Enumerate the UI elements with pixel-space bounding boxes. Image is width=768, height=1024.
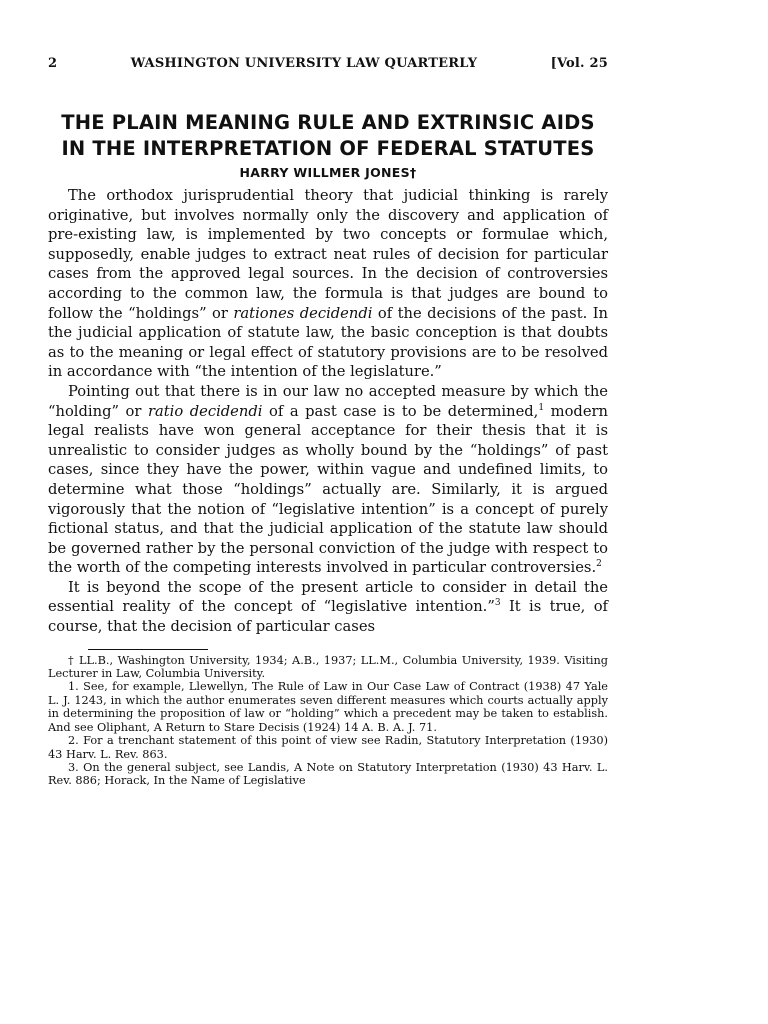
running-header [48, 56, 608, 78]
footnote-1: 1. See, for example, Llewellyn, The Rule of Law in Our Case Law of Contract (1938) 47 Yale L. J. 1243, in which the author enumerates seven different measures which courts actually apply in determining the proposition of law or “holding” which a precedent may be taken to establish. And see Oliphant, A Return to Stare Decisis (1924) 14 A. B. A. J. 71. [48, 680, 608, 734]
journal-title: WASHINGTON UNIVERSITY LAW QUARTERLY [130, 56, 478, 71]
footnote-ref-3: 3 [494, 598, 501, 609]
body-text [48, 186, 608, 637]
footnote-2: 2. For a trenchant statement of this point of view see Radin, Statutory Interpretation (1930) 43 Harv. L. Rev. 863. [48, 734, 608, 761]
volume-number: [Vol. 25 [550, 56, 608, 71]
paragraph-3: It is beyond the scope of the present article to consider in detail the essential reality of the concept of “legislative intention.”$^3$ It is true, of course, that the decision of particular cases [48, 578, 608, 636]
author-name: HARRY WILLMER JONES† [239, 165, 417, 180]
footnote-ref-2: 2 [596, 559, 602, 570]
footnote-3: 3. On the general subject, see Landis, A Note on Statutory Interpretation (1930) 43 Harv. L. Rev. 886; Horack, In the Name of Legislative [48, 760, 608, 788]
footnote-divider [88, 649, 208, 650]
footnote-ref-1: 1 [538, 402, 545, 413]
latin-term: rationes decidendi [233, 304, 373, 322]
paragraph-2: Pointing out that there is in our law no accepted measure by which the “holding” or ratio decidendi of a past case is to be determined,$^1$ modern legal realists have won general acceptance for their thesis that it is unrealistic to consider judges as wholly bound by the “holdings” of past cases, since they have the power, within vague and undefined limits, to determine what those “holdings” actually are. Similarly, it is argued vigorously that the notion of “legislative intention” is a concept of purely fictional status, and that the judicial application of the statute law should be governed rather by the personal conviction of the judge with respect to the worth of the competing interests involved in particular controversies.$^2$ [48, 382, 609, 577]
page-number: 2 [48, 56, 58, 71]
footnote-dagger: † LL.B., Washington University, 1934; A.B., 1937; LL.M., Columbia University, 1939. Visiting Lecturer in Law, Columbia University. [48, 653, 608, 681]
latin-term: ratio decidendi [147, 402, 263, 420]
article-title-line-2: IN THE INTERPRETATION OF FEDERAL STATUTES [61, 137, 595, 160]
document-page [48, 56, 608, 788]
paragraph-1: The orthodox jurisprudential theory that judicial thinking is rarely originative, but involves normally only the discovery and application of pre-existing law, is implemented by two concepts or formulae which, supposedly, enable judges to extract neat rules of decision for particular cases from the approved legal sources. In the decision of controversies according to the common law, the formula is that judges are bound to follow the “holdings” or rationes decidendi of the decisions of the past. In the judicial application of statute law, the basic conception is that doubts as to the meaning or legal effect of statutory provisions are to be resolved in accordance with “the intention of the legislature.” [48, 187, 608, 381]
article-title-line-1: THE PLAIN MEANING RULE AND EXTRINSIC AIDS [61, 111, 595, 134]
footnotes [48, 654, 608, 788]
article-title [48, 110, 608, 162]
